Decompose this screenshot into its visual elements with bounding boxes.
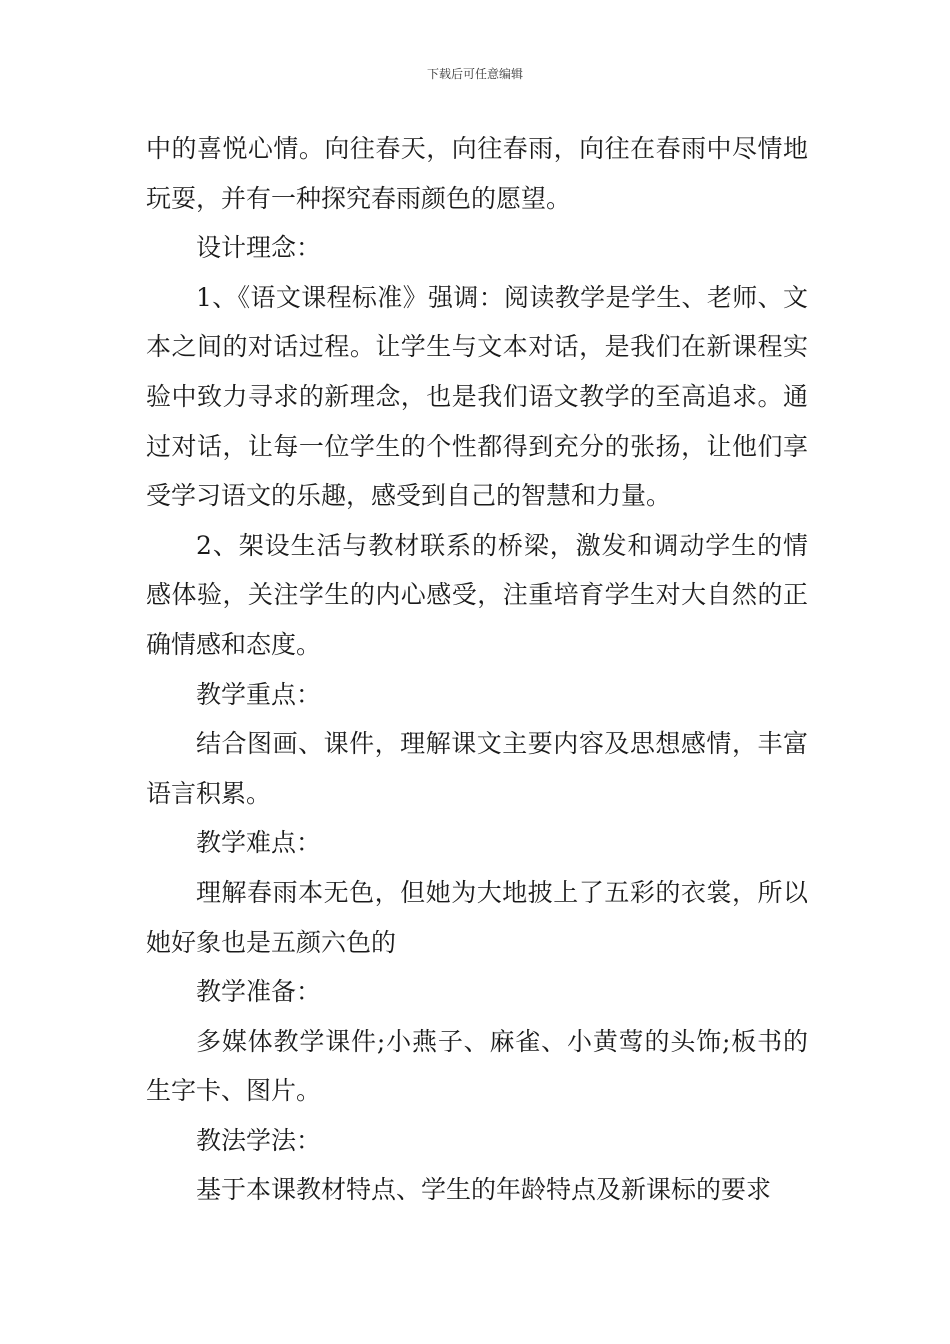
paragraph-concept-2: 2、架设生活与教材联系的桥梁，激发和调动学生的情感体验，关注学生的内心感受，注重培育学生对大自然的正确情感和态度。 [146, 530, 808, 659]
heading-teaching-focus: 教学重点： [196, 679, 322, 709]
document-body [146, 124, 808, 1215]
paragraph-teaching-focus: 结合图画、课件，理解课文主要内容及思想感情，丰富语言积累。 [146, 729, 808, 808]
paragraph-concept-1: 1、《语文课程标准》强调：阅读教学是学生、老师、文本之间的对话过程。让学生与文本对话，是我们在新课程实验中致力寻求的新理念，也是我们语文教学的至高追求。通过对话，让每一位学生的个性都得到充分的张扬，让他们享受学习语文的乐趣，感受到自己的智慧和力量。 [146, 282, 808, 511]
paragraph-teaching-difficulty: 理解春雨本无色，但她为大地披上了五彩的衣裳，所以她好象也是五颜六色的 [146, 877, 808, 957]
paragraph-teaching-preparation: 多媒体教学课件;小燕子、麻雀、小黄莺的头饰;板书的生字卡、图片。 [146, 1026, 808, 1106]
heading-design-concept: 设计理念： [196, 233, 322, 263]
page-header: 下载后可任意编辑 [426, 67, 523, 81]
heading-teaching-methods: 教法学法： [196, 1125, 322, 1155]
heading-teaching-difficulty: 教学难点： [196, 828, 322, 858]
paragraph-continuation: 中的喜悦心情。向往春天，向往春雨，向往在春雨中尽情地玩耍，并有一种探究春雨颜色的愿望。 [146, 134, 808, 213]
heading-teaching-preparation: 教学准备： [196, 977, 322, 1007]
paragraph-teaching-methods: 基于本课教材特点、学生的年龄特点及新课标的要求 [196, 1175, 772, 1205]
